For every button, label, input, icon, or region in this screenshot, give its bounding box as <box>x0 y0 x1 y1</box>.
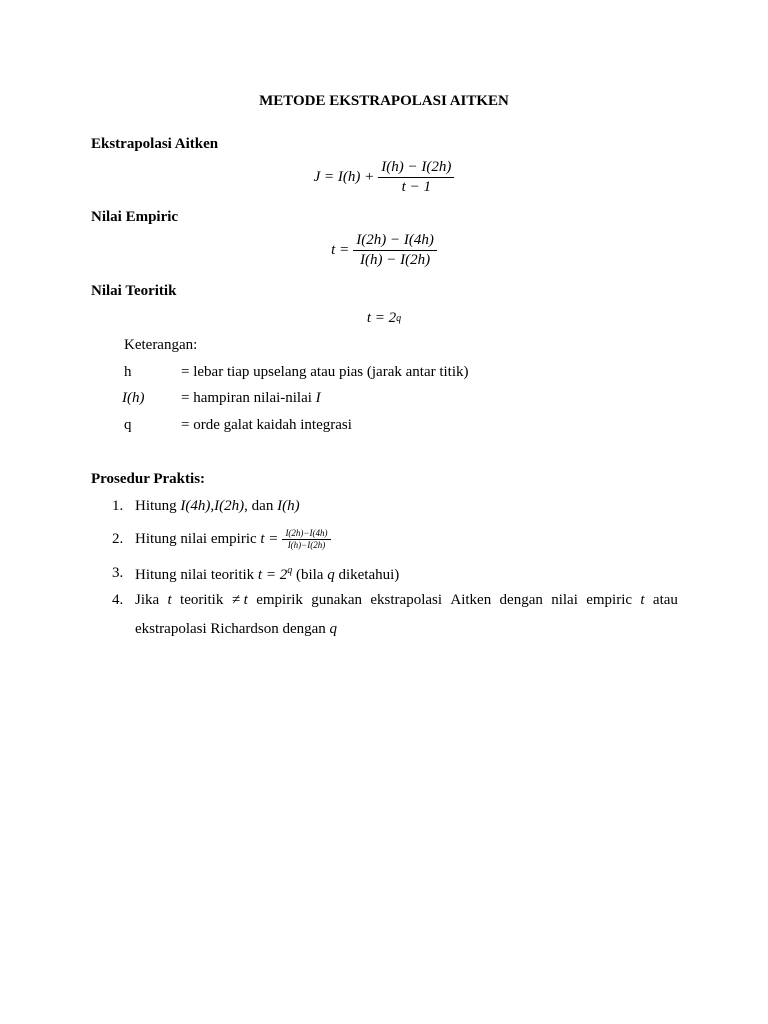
list-item-4-word: nilai <box>551 592 578 608</box>
formula-teoritik-base: t = 2 <box>366 310 397 326</box>
list-item-1-math-b: I(h) <box>277 498 300 514</box>
list-item-2-denominator: I(h)−I(2h) <box>287 539 326 550</box>
list-item-4-word: atau <box>652 592 678 608</box>
list-item-4-word: gunakan <box>311 592 363 608</box>
list-item-3 <box>135 566 399 583</box>
list-item-number-2: 2. <box>112 531 124 547</box>
keterangan-symbol-ih: I(h) <box>122 390 145 406</box>
list-item-2-text-a: Hitung nilai empiric <box>135 530 261 547</box>
list-item-4-word: ekstrapolasi <box>370 592 443 608</box>
list-item-4-line-1 <box>135 593 678 608</box>
section-heading-aitken: Ekstrapolasi Aitken <box>91 136 219 152</box>
list-item-1-text-a: Hitung <box>135 498 181 514</box>
list-item-4-word: t <box>167 592 172 608</box>
keterangan-desc-q: = orde galat kaidah integrasi <box>181 417 352 433</box>
list-item-1 <box>135 499 300 514</box>
formula-aitken-lhs: J = I(h) + <box>313 169 375 185</box>
formula-empiric-lhs: t = <box>331 242 350 258</box>
section-heading-empiric: Nilai Empiric <box>91 209 179 225</box>
formula-aitken <box>0 160 768 195</box>
formula-teoritik <box>0 311 768 326</box>
list-item-2-math-a: t = <box>260 530 279 547</box>
list-item-number-3: 3. <box>112 565 124 581</box>
list-item-4-word: t <box>640 592 645 608</box>
keterangan-symbol-h: h <box>124 364 132 380</box>
list-item-2-fraction <box>282 529 330 550</box>
keterangan-desc-h: = lebar tiap upselang atau pias (jarak antar titik) <box>181 364 469 380</box>
list-item-4-word: Aitken <box>450 592 492 608</box>
formula-empiric <box>0 233 768 268</box>
list-item-2-numerator: I(2h)−I(4h) <box>282 529 330 540</box>
list-item-4-word: empiric <box>586 592 633 608</box>
formula-empiric-fraction <box>353 233 437 268</box>
list-item-3-text-c: diketahui) <box>334 567 400 583</box>
list-item-4-line-2-text: ekstrapolasi Richardson dengan <box>135 621 330 637</box>
section-heading-prosedur: Prosedur Praktis: <box>91 471 206 487</box>
list-item-3-exponent: q <box>287 565 293 576</box>
list-item-2 <box>135 524 331 554</box>
page-title: METODE EKSTRAPOLASI AITKEN <box>259 93 509 109</box>
list-item-1-math-a: I(4h),I(2h) <box>180 498 245 514</box>
keterangan-desc-ih-math: I <box>315 390 321 406</box>
keterangan-symbol-q: q <box>124 417 132 433</box>
list-item-3-text-b: (bila <box>292 567 328 583</box>
list-item-3-math-b: q <box>327 567 335 583</box>
list-item-4-word: ≠ t <box>231 592 248 608</box>
list-item-3-math-a: t = 2 <box>257 567 288 583</box>
list-item-4-word: Jika <box>135 592 160 608</box>
formula-aitken-numerator: I(h) − I(2h) <box>378 160 454 178</box>
list-item-4-word: empirik <box>256 592 303 608</box>
formula-empiric-numerator: I(2h) − I(4h) <box>353 233 437 251</box>
list-item-3-text-a: Hitung nilai teoritik <box>135 567 258 583</box>
list-item-4-word: teoritik <box>180 592 224 608</box>
list-item-4-line-2 <box>135 622 337 637</box>
keterangan-desc-ih <box>181 391 321 406</box>
formula-aitken-denominator: t − 1 <box>401 179 431 195</box>
keterangan-label: Keterangan: <box>124 337 198 353</box>
section-heading-teoritik: Nilai Teoritik <box>91 283 177 299</box>
list-item-1-text-b: , dan <box>244 498 278 514</box>
keterangan-desc-ih-text: = hampiran nilai-nilai <box>181 390 316 406</box>
list-item-4-word: dengan <box>499 592 543 608</box>
formula-teoritik-exponent: q <box>396 312 402 324</box>
formula-empiric-denominator: I(h) − I(2h) <box>359 252 431 268</box>
list-item-number-4: 4. <box>112 592 124 608</box>
formula-aitken-fraction <box>378 160 454 195</box>
list-item-4-line-2-math: q <box>329 621 338 637</box>
list-item-number-1: 1. <box>112 498 124 514</box>
